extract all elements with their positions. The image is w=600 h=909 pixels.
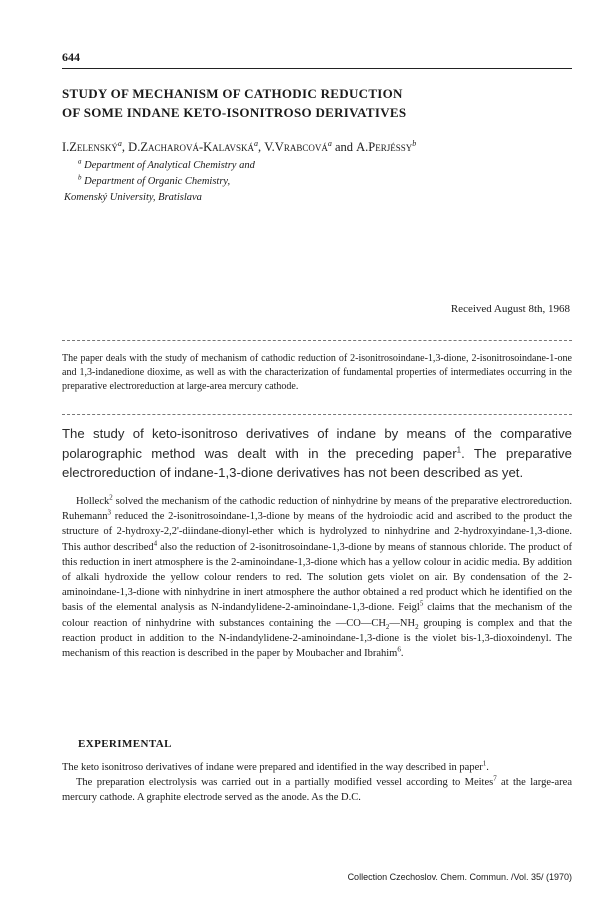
lead-paragraph: The study of keto-isonitroso derivatives of indane by means of the comparative polarographic method was dealt with in the preceding paper$^1$. The preparative electroreduction of indane-1,3-dione derivatives has not been described as yet. [62, 426, 572, 480]
abstract-bottom-rule [62, 414, 572, 415]
author-4-affil: b [412, 138, 417, 148]
title-line-1: STUDY OF MECHANISM OF CATHODIC REDUCTION [62, 86, 403, 101]
section-heading-experimental: EXPERIMENTAL [78, 738, 172, 750]
author-conjunction: and [334, 140, 354, 154]
author-2: D.Zacharová-Kalavská [128, 140, 254, 154]
ref-1: 1 [456, 445, 462, 455]
experimental-text [62, 760, 572, 806]
author-1: I.Zelenský [62, 140, 118, 154]
author-list: I.Zelenský$^a$, D.Zacharová-Kalavská$^a$, V.Vrabcová$^a$ and A.Perjéssy$^b$ [62, 138, 417, 154]
author-3-affil: a [327, 138, 332, 148]
author-3: V.Vrabcová [264, 140, 328, 154]
title-line-2: OF SOME INDANE KETO-ISONITROSO DERIVATIVES [62, 105, 407, 120]
body-paragraph-2: The keto isonitroso derivatives of indane were prepared and identified in the way described in paper$^1$. [62, 759, 489, 773]
author-2-affil: a [254, 138, 258, 148]
paper-title [62, 84, 406, 122]
affiliation-a: $^a$ Department of Analytical Chemistry and [78, 157, 255, 171]
header-rule [62, 68, 572, 69]
body-paragraph-1: Holleck$^2$ solved the mechanism of the cathodic reduction of ninhydrine by means of the preparative electroreduction. Ruhemann$^3$ reduced the 2-isonitrosoindane-1,3-dione by means of the hydroiodic acid and ascribed to the product the structure of 2-hydroxy-2,2'-diindane-dionyl-ether which is hydrolyzed to ninhydrine and 2-hydroxyindane-1,3-dione. This author described$^4$ also the reduction of 2-isonitrosoindane-1,3-dione by means of stannous chloride. The product of this reduction in inert atmosphere is the 2-aminoindane-1,3-dione which has a yellow colour in acidic media. By addition of alkali hydroxide the yellow colour renders to red. The solution gets violet on air. By condensation of the 2-aminoindane-1,3-dione with ninhydrine in inert atmosphere the author obtained a red product which he identified on the basis of the elemental analysis as N-indandylidene-2-aminoindane-1,3-dione. Feigl$^5$ claims that the mechanism of the colour reaction of ninhydrine with substances containing the $—CO—CH_2—NH_2$ grouping is complex and that the reaction product in addition to the N-indandylidene-2-aminoindane-1,3-dione is the violet bis-1,3-dioxoindenyl. The mechanism of this reaction is described in the paper by Moubacher and Ibrahim$^6$. [62, 493, 572, 660]
affiliations [64, 157, 255, 206]
affiliation-b: $^b$ Department of Organic Chemistry, [78, 173, 231, 187]
author-4: A.Perjéssy [356, 140, 413, 154]
body-paragraph-3: The preparation electrolysis was carried out in a partially modified vessel according to Meites$^7$ at the large-area mercury cathode. A graphite electrode served as the anode. As the D.C. [62, 774, 572, 804]
affiliation-university: Komenský University, Bratislava [64, 192, 202, 203]
page-number: 644 [62, 50, 80, 64]
abstract-top-rule [62, 340, 572, 341]
journal-footer: Collection Czechoslov. Chem. Commun. /Vol. 35/ (1970) [347, 872, 572, 882]
received-date: Received August 8th, 1968 [450, 303, 570, 315]
abstract: The paper deals with the study of mechanism of cathodic reduction of 2-isonitrosoindane-1,3-dione, 2-isonitrosoindane-1-one and 1,3-indanedione dioxime, as well as with the characterization of fundamental properties of intermediates occurring in the preparative electroreduction at large-area mercury cathode. [62, 353, 572, 392]
author-1-affil: a [117, 138, 122, 148]
